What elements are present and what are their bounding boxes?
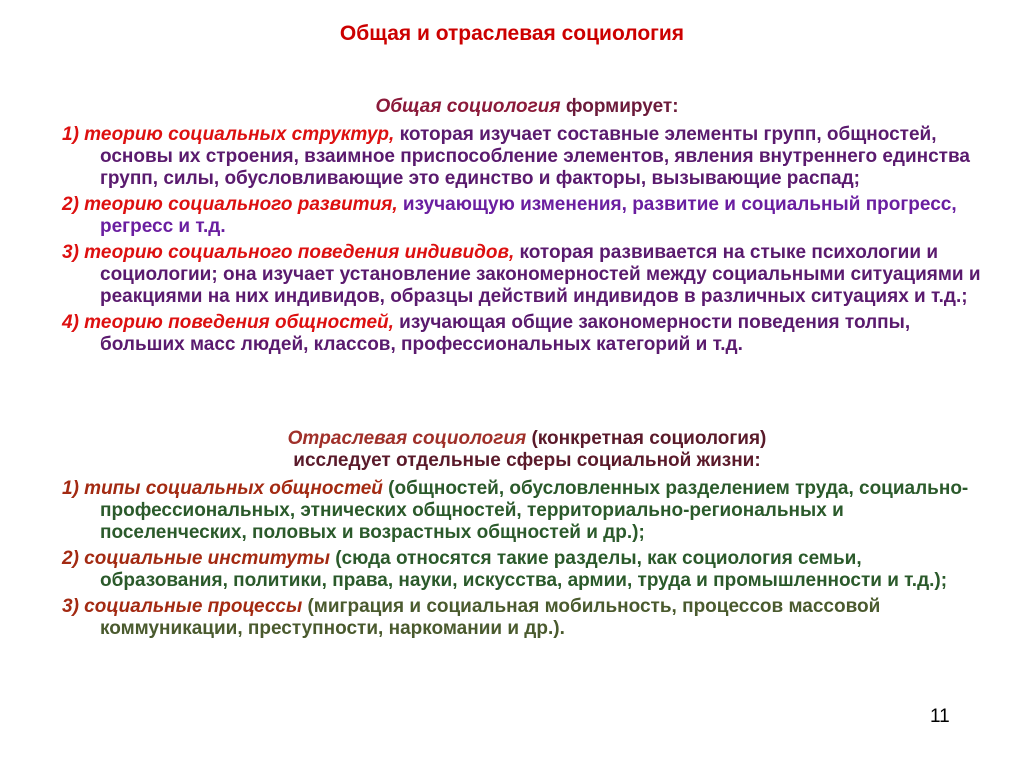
general-item-1-text: которая изучает составные элементы групп, общностей, основы их строения, взаимное приспособление элементов, явления внутреннего единства групп, силы, обусловливающие это единство и факторы, вызывающие распад; xyxy=(100,124,970,189)
general-sociology-section xyxy=(62,96,992,356)
general-item-4-label: 4) теорию поведения общностей, xyxy=(62,312,394,333)
branch-heading-rest: (конкретная социология) xyxy=(526,428,767,449)
branch-sociology-section xyxy=(62,428,992,640)
slide-title: Общая и отраслевая социология xyxy=(339,22,685,45)
general-item-3-text: которая развивается на стыке психологии и социологии; она изучает установление закономерностей между социальными ситуациями и реакциями на них индивидов, образцы действий индивидов в различных ситуациях и т.д.; xyxy=(100,242,981,307)
general-item-4 xyxy=(62,312,992,356)
branch-item-2-label: 2) социальные институты xyxy=(62,548,330,569)
branch-item-3 xyxy=(62,596,992,640)
branch-item-1-text: (общностей, обусловленных разделением труда, социально-профессиональных, этнических общностей, территориально-региональных и поселенческих, половых и возрастных общностей и др.); xyxy=(100,478,969,543)
general-item-1 xyxy=(62,124,992,190)
branch-heading-line2: исследует отдельные сферы социальной жизни: xyxy=(293,450,761,471)
general-heading-rest: формирует: xyxy=(560,96,679,117)
branch-item-3-label: 3) социальные процессы xyxy=(62,596,303,617)
branch-heading-label: Отраслевая социология xyxy=(287,428,527,449)
branch-item-3-text: (миграция и социальная мобильность, процессов массовой коммуникации, преступности, наркомании и др.). xyxy=(100,596,881,639)
general-item-4-text: изучающая общие закономерности поведения толпы, больших масс людей, классов, профессиональных категорий и т.д. xyxy=(100,312,911,355)
general-heading-label: Общая социология xyxy=(375,96,561,117)
general-item-3-label: 3) теорию социального поведения индивидов, xyxy=(62,242,515,263)
branch-item-2-text: (сюда относятся такие разделы, как социология семьи, образования, политики, права, науки, искусства, армии, труда и промышленности и т.д.); xyxy=(100,548,948,591)
general-item-2-text: изучающую изменения, развитие и социальный прогресс, регресс и т.д. xyxy=(100,194,957,237)
branch-item-1 xyxy=(62,478,992,544)
general-item-2 xyxy=(62,194,992,238)
general-item-3 xyxy=(62,242,992,308)
branch-sociology-heading xyxy=(62,428,992,472)
page-number: 11 xyxy=(930,706,950,727)
general-item-2-label: 2) теорию социального развития, xyxy=(62,194,398,215)
branch-item-2 xyxy=(62,548,992,592)
general-item-1-label: 1) теорию социальных структур, xyxy=(62,124,395,145)
branch-item-1-label: 1) типы социальных общностей xyxy=(62,478,383,499)
general-sociology-heading xyxy=(62,96,992,118)
